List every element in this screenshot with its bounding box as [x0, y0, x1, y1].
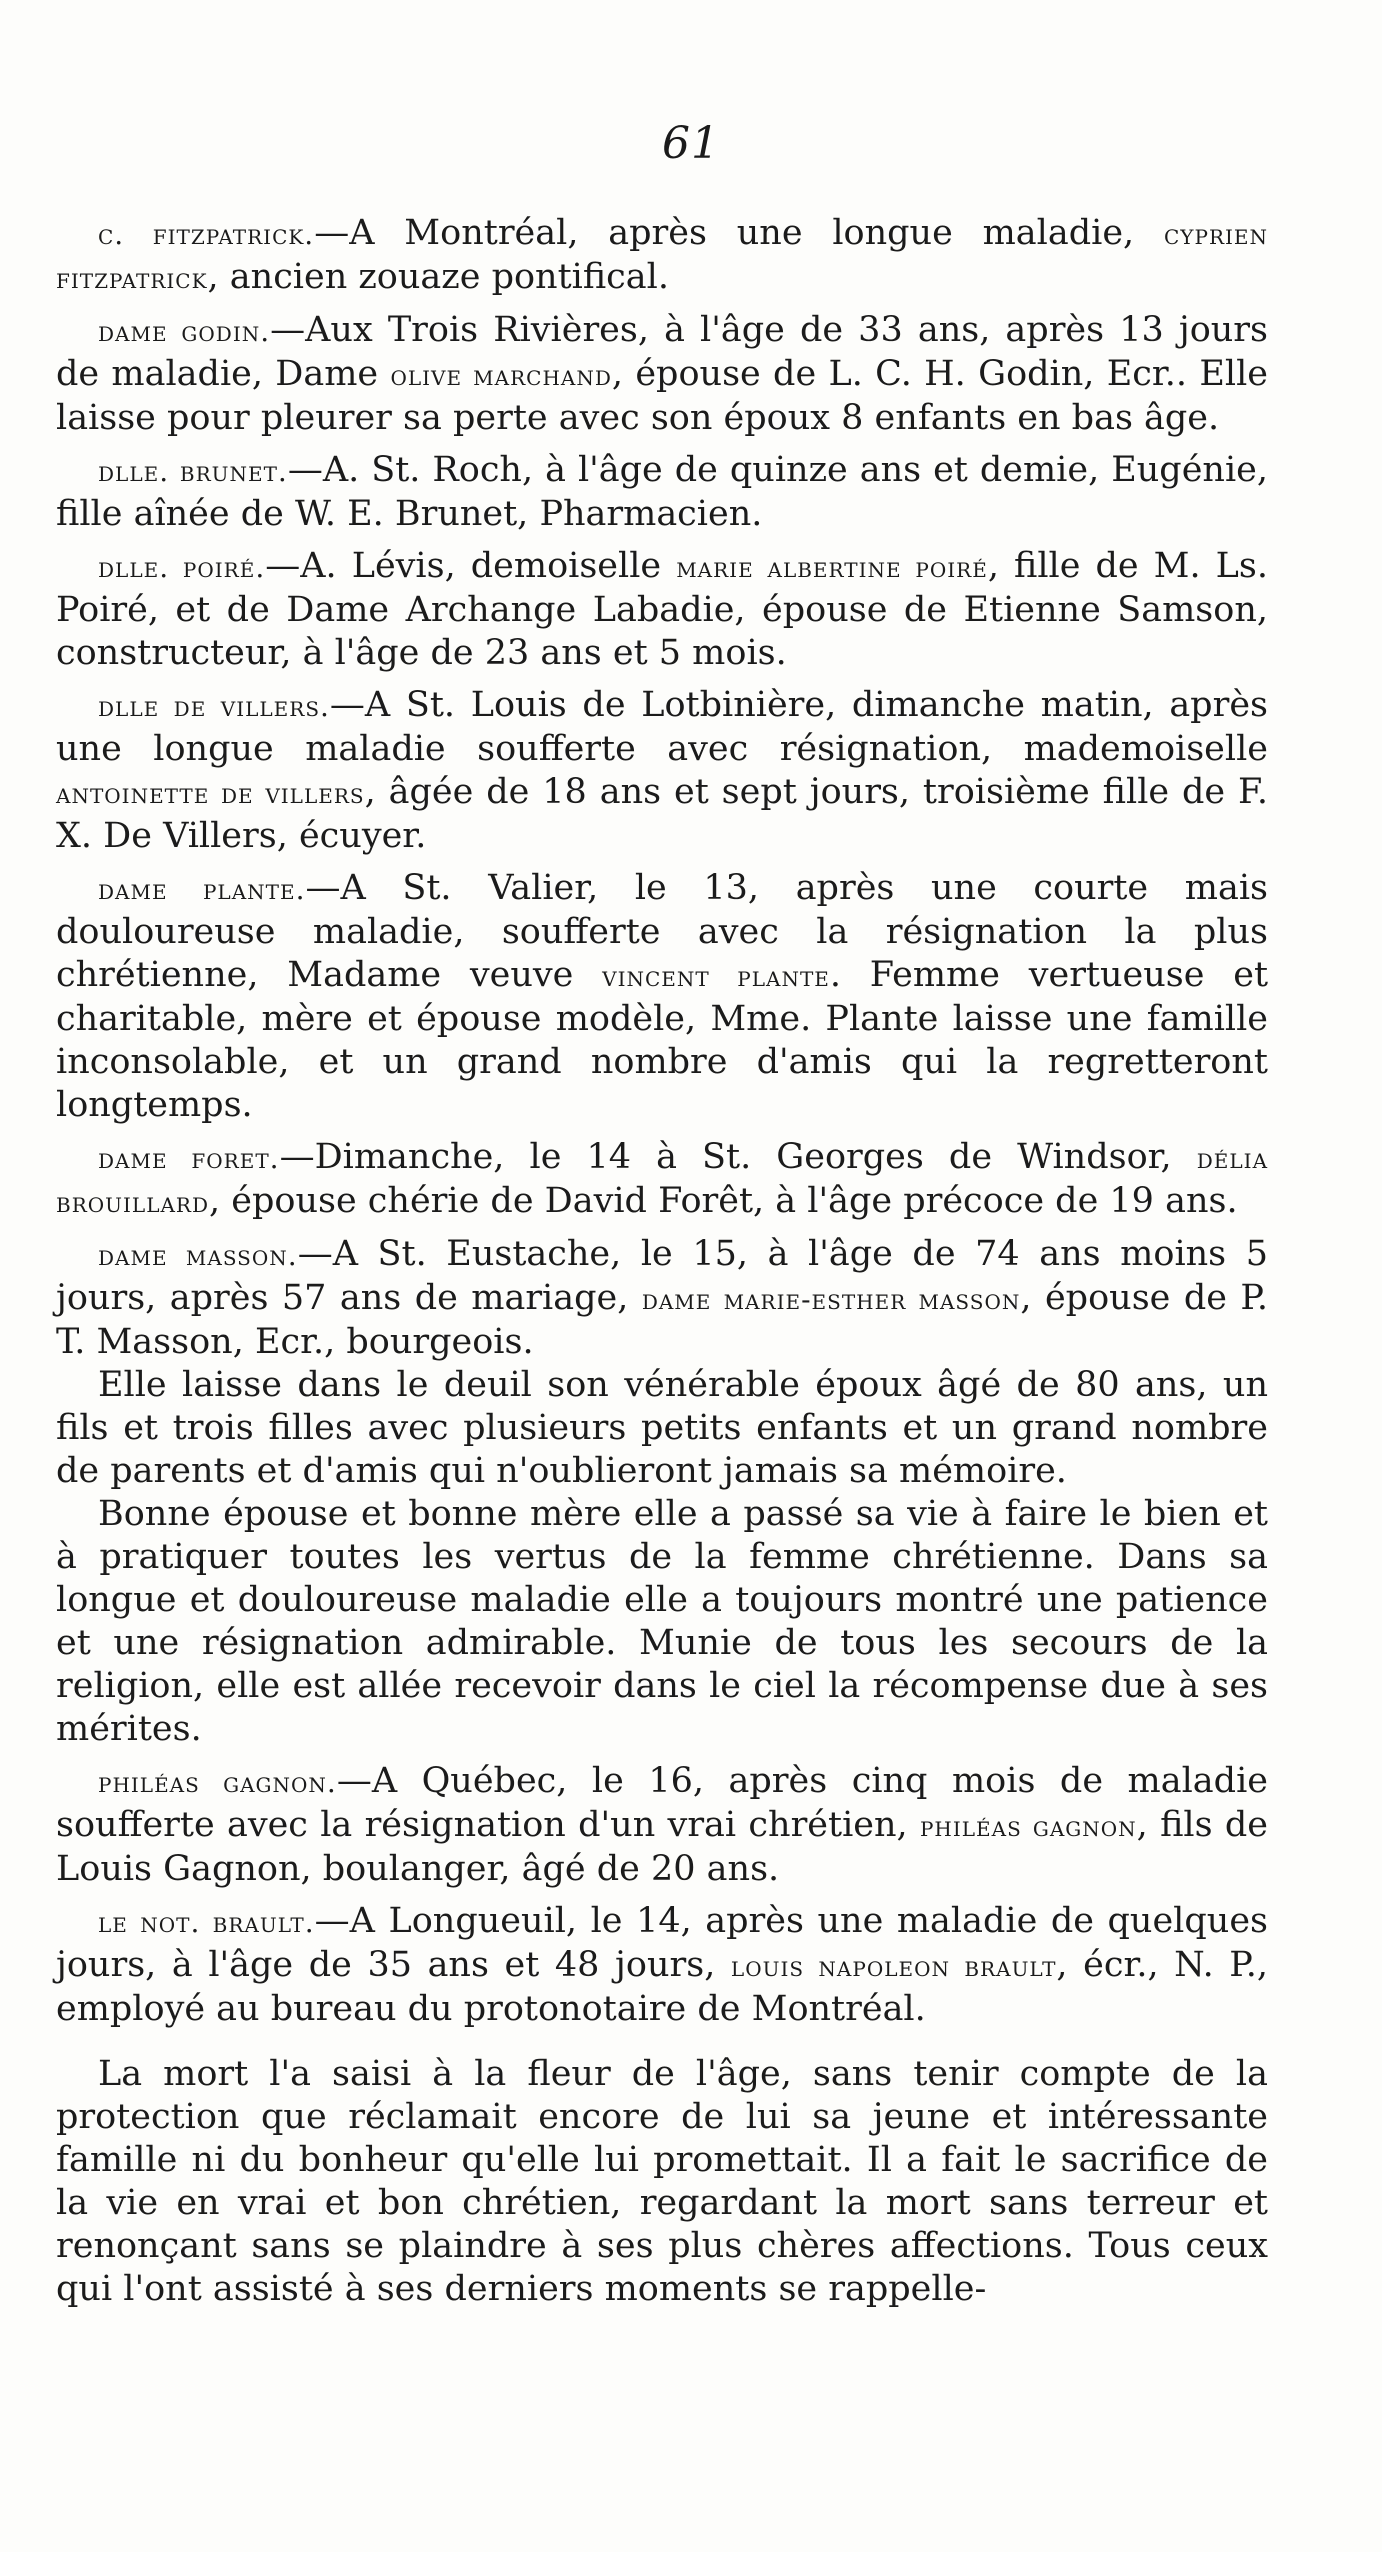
entry-text: A St. Eustache, le 15, à l'âge de 74 ans moins 5 jours, après 57 ans de mariage, — [56, 1234, 1268, 1318]
entry-text: , fille de M. Ls. Poiré, et de Dame Archange Labadie, épouse de Etienne Samson, constructeur, à l'âge de 23 ans et 5 mois. — [56, 546, 1269, 673]
deceased-name: philéas gagnon — [919, 1810, 1137, 1843]
entry-heading: le not. brault. — [98, 1906, 315, 1939]
entry-dash: — — [297, 1234, 333, 1274]
entry-dash: — — [329, 685, 365, 725]
entry-text: A Montréal, après une longue maladie, — [349, 213, 1164, 253]
obituary-entry — [56, 545, 1268, 675]
entry-heading: c. fitzpatrick. — [98, 218, 315, 251]
obituary-entry — [56, 867, 1268, 1127]
page-number: 61 — [662, 118, 720, 169]
entry-heading: dame masson. — [98, 1239, 298, 1272]
entry-text: . Femme vertueuse et charitable, mère et épouse modèle, Mme. Plante laisse une famille inconsolable, et un grand nombre d'amis qui la regretteront longtemps. — [56, 955, 1269, 1125]
entry-heading: dame godin. — [98, 315, 271, 348]
obituary-paragraph: Bonne épouse et bonne mère elle a passé sa vie à faire le bien et à pratiquer toutes les vertus de la femme chrétienne. Dans sa longue et douloureuse maladie elle a toujours montré une patience et une résignation admirable. Munie de tous les secours de la religion, elle est allée recevoir dans le ciel la récompense due à ses mérites. — [56, 1494, 1268, 1749]
deceased-name: antoinette de villers — [56, 777, 365, 810]
entry-heading: dlle. brunet. — [98, 455, 288, 488]
entry-dash: — — [287, 450, 323, 490]
entry-text: , épouse chérie de David Forêt, à l'âge précoce de 19 ans. — [209, 1181, 1238, 1221]
obituary-entry — [56, 449, 1268, 536]
obituary-entry — [56, 684, 1268, 858]
entry-dash: — — [314, 213, 350, 253]
entry-heading: dlle de villers. — [98, 690, 330, 723]
entry-text: A. Lévis, demoiselle — [300, 546, 677, 586]
deceased-name: dame marie-esther masson — [641, 1283, 1021, 1316]
entry-heading: dame plante. — [98, 873, 306, 906]
entry-dash: — — [305, 868, 341, 908]
entry-text: A St. Valier, le 13, après une courte mais douloureuse maladie, soufferte avec la résignation la plus chrétienne, Madame veuve — [56, 868, 1268, 995]
entry-dash: — — [336, 1761, 372, 1801]
entry-dash: — — [314, 1901, 350, 1941]
obituary-paragraph: Elle laisse dans le deuil son vénérable époux âgé de 80 ans, un fils et trois filles avec plusieurs petits enfants et un grand nombre de parents et d'amis qui n'oublieront jamais sa mémoire. — [56, 1365, 1268, 1491]
obituary-entry — [56, 1233, 1268, 1364]
obituary-entry — [56, 309, 1268, 440]
deceased-name: louis napoleon brault — [730, 1950, 1057, 1983]
entry-text: , écr., N. P., employé au bureau du protonotaire de Montréal. — [56, 1945, 1268, 2029]
entry-text: A Québec, le 16, après cinq mois de maladie soufferte avec la résignation d'un vrai chrétien, — [56, 1761, 1268, 1845]
deceased-name: vincent plante — [602, 960, 830, 993]
deceased-name: cyprien fitzpatrick — [56, 218, 1269, 295]
entry-dash: — — [279, 1137, 315, 1177]
entry-text: , épouse de P. T. Masson, Ecr., bourgeois. — [56, 1278, 1268, 1362]
entry-heading: philéas gagnon. — [98, 1766, 337, 1799]
entry-text: , âgée de 18 ans et sept jours, troisième fille de F. X. De Villers, écuyer. — [56, 772, 1269, 856]
entry-text: , fils de Louis Gagnon, boulanger, âgé de 20 ans. — [56, 1805, 1268, 1889]
entry-heading: dame foret. — [98, 1142, 280, 1175]
obituary-entry — [56, 1900, 1268, 2031]
obituary-entry — [56, 212, 1268, 300]
text-column — [56, 212, 1268, 2317]
entry-text: A Longueuil, le 14, après une maladie de quelques jours, à l'âge de 35 ans et 48 jours, — [56, 1901, 1268, 1985]
deceased-name: olive marchand — [390, 359, 612, 392]
deceased-name: marie albertine poiré — [676, 551, 988, 584]
entry-dash: — — [265, 546, 301, 586]
obituary-paragraph: La mort l'a saisi à la fleur de l'âge, sans tenir compte de la protection que réclamait encore de lui sa jeune et intéressante famille ni du bonheur qu'elle lui promettait. Il a fait le sacrifice de la vie en vrai et bon chrétien, regardant la mort sans terreur et renonçant sans se plaindre à ses plus chères affections. Tous ceux qui l'ont assisté à ses derniers moments se rappelle- — [56, 2054, 1268, 2309]
obituary-entry — [56, 1760, 1268, 1891]
obituary-entry — [56, 1136, 1268, 1224]
entry-heading: dlle. poiré. — [98, 551, 266, 584]
entry-text: A St. Louis de Lotbinière, dimanche matin, après une longue maladie soufferte avec résignation, mademoiselle — [56, 685, 1268, 769]
entry-text: A. St. Roch, à l'âge de quinze ans et demie, Eugénie, fille aînée de W. E. Brunet, Pharmacien. — [56, 450, 1268, 534]
deceased-name: délia brouillard — [56, 1142, 1269, 1219]
entry-text: Aux Trois Rivières, à l'âge de 33 ans, après 13 jours de maladie, Dame — [56, 310, 1268, 394]
entry-text: , ancien zouaze pontifical. — [207, 257, 669, 297]
entry-dash: — — [270, 310, 306, 350]
entry-text: , épouse de L. C. H. Godin, Ecr.. Elle laisse pour pleurer sa perte avec son époux 8 enfants en bas âge. — [56, 354, 1268, 438]
entry-text: Dimanche, le 14 à St. Georges de Windsor, — [314, 1137, 1197, 1177]
